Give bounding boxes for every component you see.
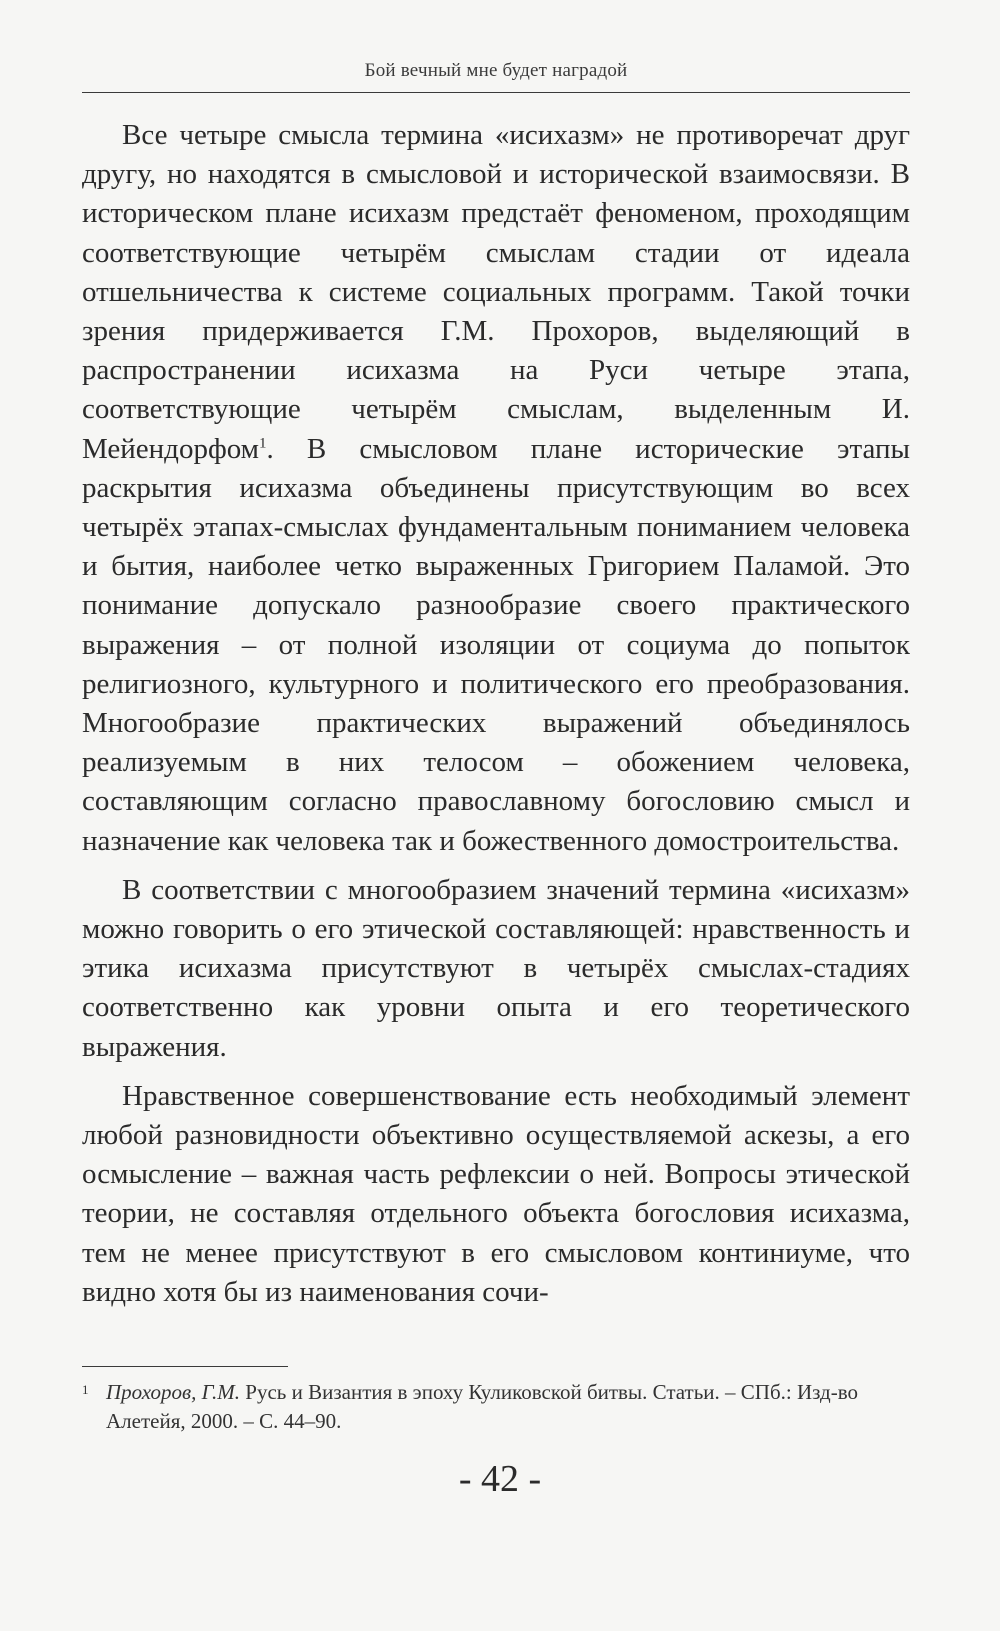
body-text bbox=[82, 116, 910, 1312]
footnote-reference: 1 bbox=[259, 434, 267, 451]
paragraph-1 bbox=[82, 116, 910, 861]
header-rule bbox=[82, 92, 910, 93]
footnote-body bbox=[106, 1378, 910, 1436]
footnote-author: Прохоров, Г.М. bbox=[106, 1380, 241, 1404]
running-head: Бой вечный мне будет наградой bbox=[364, 60, 628, 81]
footnote bbox=[82, 1378, 910, 1436]
page-number: - 42 - bbox=[458, 1458, 542, 1500]
paragraph-1-text-b: . В смысловом плане исторические этапы раскрытия исихазма объединены присутствующим во всех четырёх этапах-смыслах фундаментальным пониманием человека и бытия, наиболее четко выраженных Григорием Паламой. Это понимание допускало разнообразие своего практического выражения – от полной изоляции от социума до попыток религиозного, культурного и политического его преобразования. Многообразие практических выражений объединялось реализуемым в них телосом – обожением человека, составляющим согласно православному богословию смысл и назначение как человека так и божественного домостроительства. bbox=[82, 432, 910, 857]
paragraph-3: Нравственное совершенствование есть необходимый элемент любой разновидности объективно осуществляемой аскезы, а его осмысление – важная часть рефлексии о ней. Вопросы этической теории, не составляя отдельного объекта богословия исихазма, тем не менее присутствуют в его смысловом континиуме, что видно хотя бы из наименования сочи- bbox=[82, 1079, 910, 1308]
paragraph-2: В соответствии с многообразием значений термина «исихазм» можно говорить о его этической составляющей: нравственность и этика исихазма присутствуют в четырёх смыслах-стадиях соответственно как уровни опыта и его теоретического выражения. bbox=[82, 873, 910, 1063]
paragraph-1-text-a: Все четыре смысла термина «исихазм» не противоречат друг другу, но находятся в смысловой и исторической взаимосвязи. В историческом плане исихазм предстаёт феноменом, проходящим соответствующие четырём смыслам стадии от идеала отшельничества к системе социальных программ. Такой точки зрения придерживается Г.М. Прохоров, выделяющий в распространении исихазма на Руси четыре этапа, соответствующие четырём смыслам, выделенным И. Мейендорфом bbox=[82, 119, 910, 465]
footnote-number: 1 bbox=[82, 1382, 89, 1397]
footnote-rule bbox=[82, 1366, 288, 1367]
footnote-text: Русь и Византия в эпоху Куликовской битвы. Статьи. – СПб.: Изд-во Алетейя, 2000. – С. 44–90. bbox=[106, 1380, 858, 1433]
